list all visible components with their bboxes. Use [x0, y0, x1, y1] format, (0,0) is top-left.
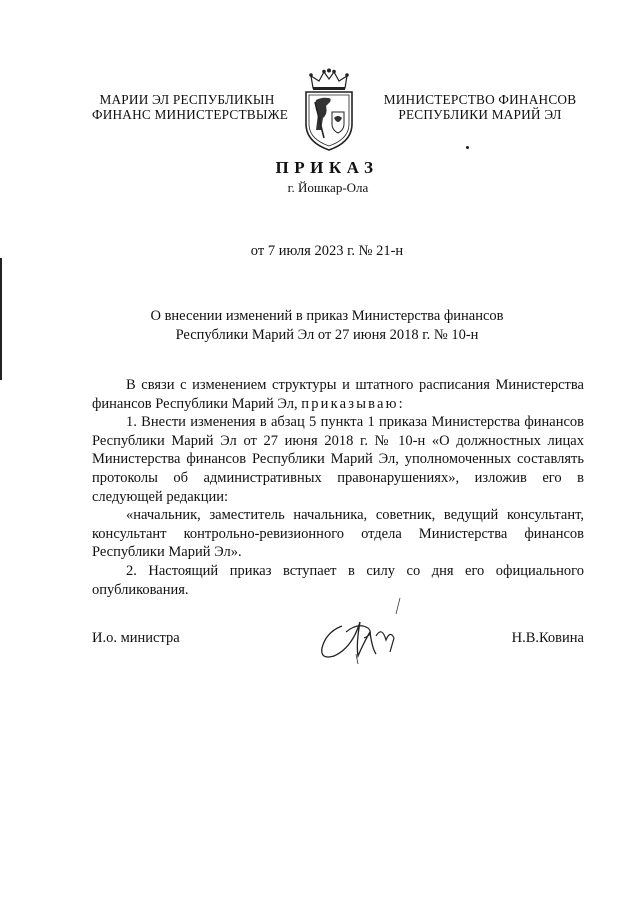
header-right-line1: МИНИСТЕРСТВО ФИНАНСОВ — [383, 92, 577, 107]
handwritten-signature — [312, 592, 432, 692]
body-paragraph-quote: «начальник, заместитель начальника, советник, ведущий консультант, консультант контрольно-ревизионного отдела Министерства финансов Республики Марий Эл». — [92, 507, 584, 561]
coat-of-arms-mari-el-icon — [302, 68, 356, 152]
preamble-text: В связи с изменением структуры и штатного расписания Министерства финансов Республики Марий Эл, — [92, 377, 584, 412]
header-left-line1: МАРИИ ЭЛ РЕСПУБЛИКЫН — [99, 92, 275, 107]
preamble-colon: : — [398, 395, 403, 412]
subject-line1: О внесении изменений в приказ Министерства финансов — [150, 308, 504, 324]
document-type-title: ПРИКАЗ — [275, 158, 379, 177]
header-right-line2: РЕСПУБЛИКИ МАРИЙ ЭЛ — [398, 107, 562, 122]
signatory-role: И.о. министра — [92, 630, 180, 646]
document-body — [92, 376, 584, 599]
scan-dot — [466, 146, 469, 149]
body-paragraph-item-2: 2. Настоящий приказ вступает в силу со дня его официального опубликования. — [92, 562, 584, 598]
body-paragraph-item-1: 1. Внести изменения в абзац 5 пункта 1 приказа Министерства финансов Республики Марий Эл от 27 июня 2018 г. № 10-н «О должностных лицах Министерства финансов Республики Марий Эл, уполномоченных составлять протоколы об административных правонарушениях», изложив его в следующей редакции: — [92, 414, 584, 505]
header-left-line2: ФИНАНС МИНИСТЕРСТВЫЖЕ — [92, 107, 289, 122]
order-word: приказываю — [301, 395, 399, 412]
header-right-russian — [380, 92, 580, 122]
document-city: г. Йошкар-Ола — [287, 180, 369, 195]
body-paragraph-preamble — [92, 376, 584, 413]
document-subject — [0, 307, 640, 345]
signatory-name: Н.В.Ковина — [511, 630, 584, 646]
header-left-mari — [92, 92, 289, 122]
subject-line2: Республики Марий Эл от 27 июня 2018 г. № 10-н — [175, 327, 479, 343]
document-date-number: от 7 июля 2023 г. № 21-н — [250, 243, 404, 259]
